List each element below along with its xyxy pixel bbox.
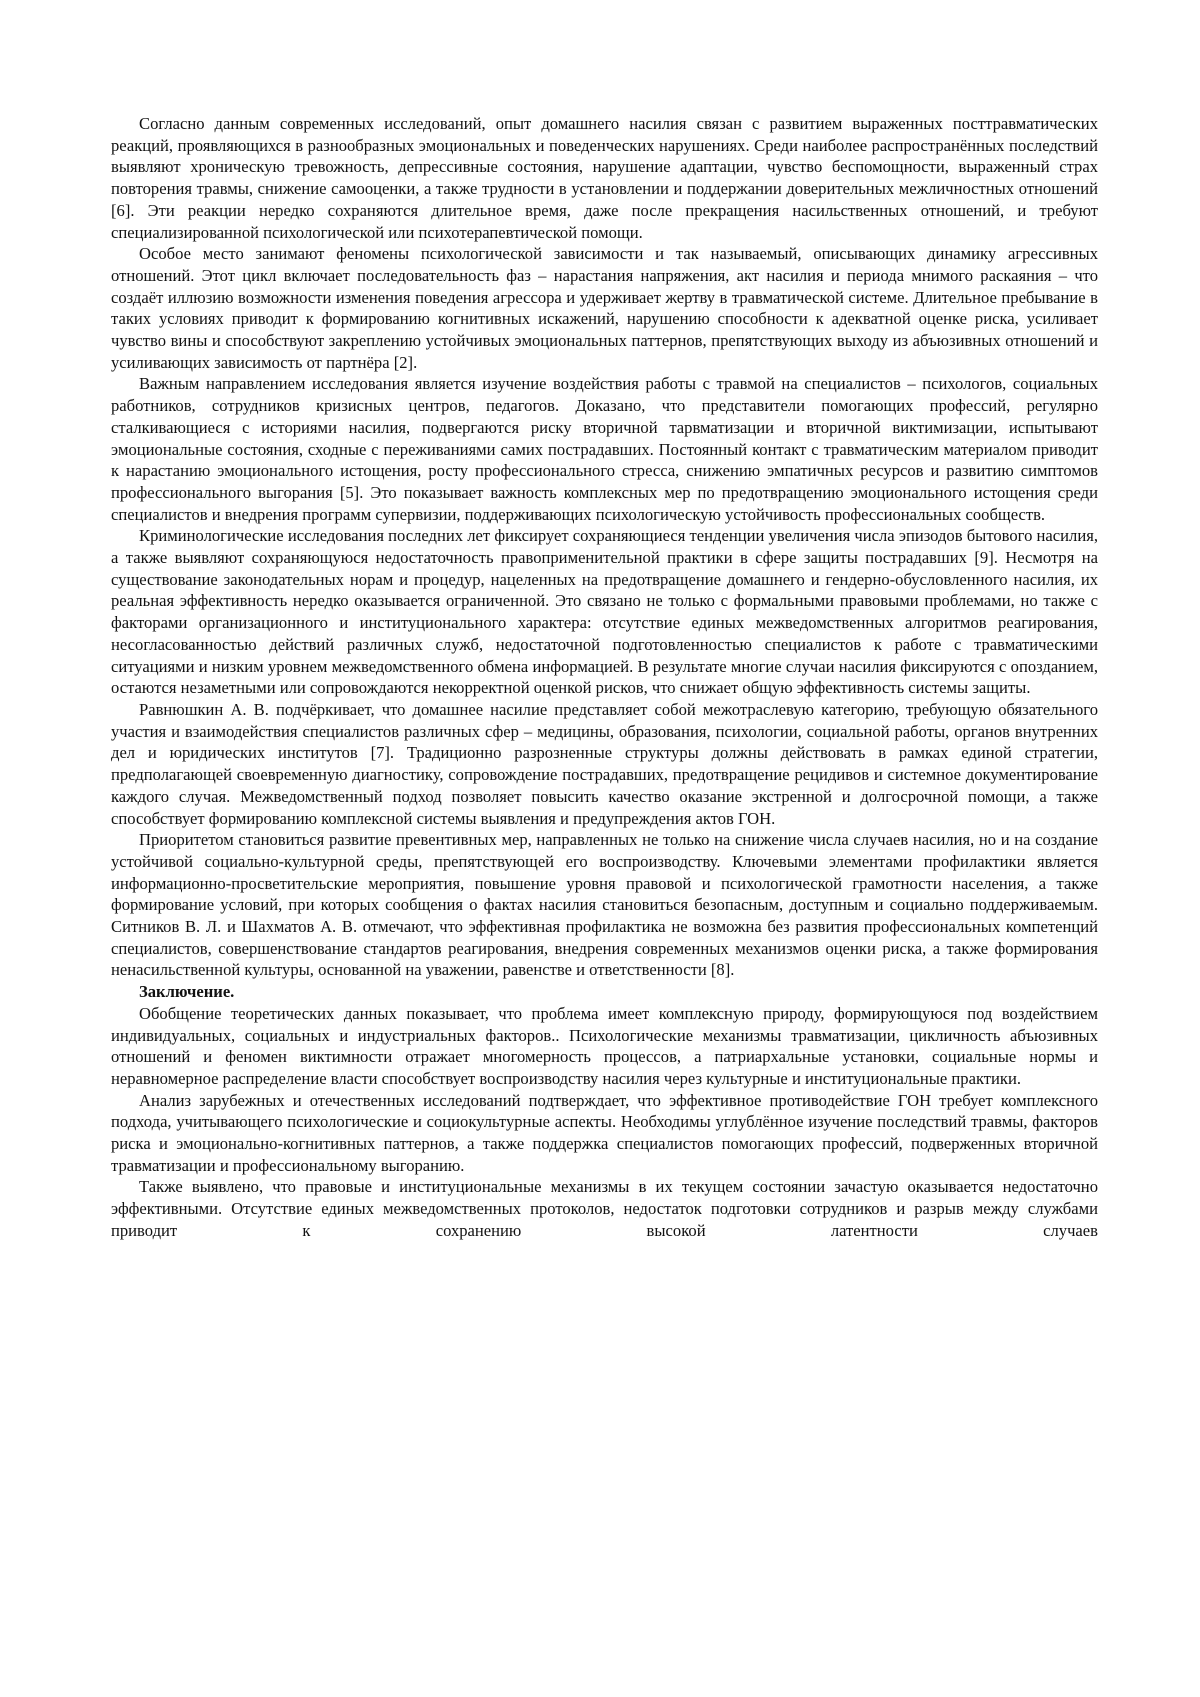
paragraph-conclusion-legal: Также выявлено, что правовые и институциональные механизмы в их текущем состоянии зачастую оказывается недостаточно эффективными. Отсутствие единых межведомственных протоколов, недостаток подготовки сотрудников и разрыв между службами приводит к сохранению высокой латентности случаев — [111, 1177, 1098, 1240]
paragraph-conclusion-summary: Обобщение теоретических данных показывает, что проблема имеет комплексную природу, формирующуюся под воздействием индивидуальных, социальных и индустриальных факторов.. Психологические механизмы травматизации, цикличность абъюзивных отношений и феномен виктимности отражает многомерность процессов, а патриархальные установки, социальные нормы и неравномерное распределение власти способствует воспроизводству насилия через культурные и институциональные практики. — [111, 1003, 1098, 1088]
paragraph-trauma-consequences: Согласно данным современных исследований, опыт домашнего насилия связан с развитием выраженных посттравматических реакций, проявляющихся в разнообразных эмоциональных и поведенческих нарушениях. Среди наиболее распространённых последствий выявляют хроническую тревожность, депрессивные состояния, нарушение адаптации, чувство беспомощности, выраженный страх повторения травмы, снижение самооценки, а также трудности в установлении и поддержании доверительных межличностных отношений [6]. Эти реакции нередко сохраняются длительное время, даже после прекращения насильственных отношений, и требуют специализированной психологической или психотерапевтической помощи. — [111, 114, 1098, 242]
paragraph-conclusion-analysis: Анализ зарубежных и отечественных исследований подтверждает, что эффективное противодействие ГОН требует комплексного подхода, учитывающего психологические и социокультурные аспекты. Необходимы углублённое изучение последствий травмы, факторов риска и эмоционально-когнитивных паттернов, а также поддержка специалистов помогающих профессий, подверженных вторичной травматизации и профессиональному выгоранию. — [111, 1090, 1098, 1175]
paragraph-specialists-burnout: Важным направлением исследования является изучение воздействия работы с травмой на специалистов – психологов, социальных работников, сотрудников кризисных центров, педагогов. Доказано, что представители помогающих профессий, регулярно сталкивающиеся с историями насилия, подвергаются риску вторичной тарвматизации и вторичной виктимизации, испытывают эмоциональные состояния, сходные с переживаниями самих пострадавших. Постоянный контакт с травматическим материалом приводит к нарастанию эмоционального истощения, росту профессионального стресса, снижению эмпатичных ресурсов и развитию симптомов профессионального выгорания [5]. Это показывает важность комплексных мер по предотвращению эмоционального истощения среди специалистов и внедрения программ супервизии, поддерживающих психологическую устойчивость профессиональных сообществ. — [111, 374, 1098, 524]
paragraph-interagency-approach: Равнюшкин А. В. подчёркивает, что домашнее насилие представляет собой межотраслевую категорию, требующую обязательного участия и взаимодействия специалистов различных сфер – медицины, образования, психологии, социальной работы, органов внутренних дел и юридических институтов [7]. Традиционно разрозненные структуры должны действовать в рамках единой стратегии, предполагающей своевременную диагностику, сопровождение пострадавших, предотвращение рецидивов и системное документирование каждого случая. Межведомственный подход позволяет повысить качество оказание экстренной и долгосрочной помощи, а также способствует формированию комплексной системы выявления и предупреждения актов ГОН. — [111, 699, 1098, 828]
paragraph-abuse-cycle: Особое место занимают феномены психологической зависимости и так называемый, описывающих динамику агрессивных отношений. Этот цикл включает последовательность фаз – нарастания напряжения, акт насилия и периода мнимого раскаяния – что создаёт иллюзию возможности изменения поведения агрессора и удерживает жертву в травматической системе. Длительное пребывание в таких условиях приводит к формированию когнитивных искажений, нарушению способности к адекватной оценке риска, усиливает чувство вины и способствуют закреплению устойчивых эмоциональных паттернов, препятствующих выходу из абъюзивных отношений и усиливающих зависимость от партнёра [2]. — [111, 244, 1098, 372]
conclusion-heading: Заключение. — [139, 982, 235, 1002]
paragraph-prevention-priority: Приоритетом становиться развитие превентивных мер, направленных не только на снижение числа случаев насилия, но и на создание устойчивой социально-культурной среды, препятствующей его воспроизводству. Ключевыми элементами профилактики является информационно-просветительские мероприятия, повышение уровня правовой и психологической грамотности населения, а также формирование условий, при которых сообщения о фактах насилия становиться безопасным, доступным и социально поддерживаемым. Ситников В. Л. и Шахматов А. В. отмечают, что эффективная профилактика не возможна без развития профессиональных компетенций специалистов, совершенствование стандартов реагирования, внедрения современных механизмов оценки риска, а также формирования ненасильственной культуры, основанной на уважении, равенстве и ответственности [8]. — [111, 830, 1098, 980]
paragraph-criminology-research: Криминологические исследования последних лет фиксирует сохраняющиеся тенденции увеличения числа эпизодов бытового насилия, а также выявляют сохраняющуюся недостаточность правоприменительной практики в сфере защиты пострадавших [9]. Несмотря на существование законодательных норам и процедур, нацеленных на предотвращение домашнего и гендерно-обусловленного насилия, их реальная эффективность нередко оказывается ограниченной. Это связано не только с формальными правовыми проблемами, но также с факторами организационного и институционального характера: отсутствие единых межведомственных алгоритмов реагирования, несогласованностью действий различных служб, недостаточной подготовленностью специалистов к работе с травматическими ситуациями и низким уровнем межведомственного обмена информацией. В результате многие случаи насилия фиксируются с опозданием, остаются незаметными или сопровождаются некорректной оценкой рисков, что снижает общую эффективность системы защиты. — [111, 526, 1098, 698]
